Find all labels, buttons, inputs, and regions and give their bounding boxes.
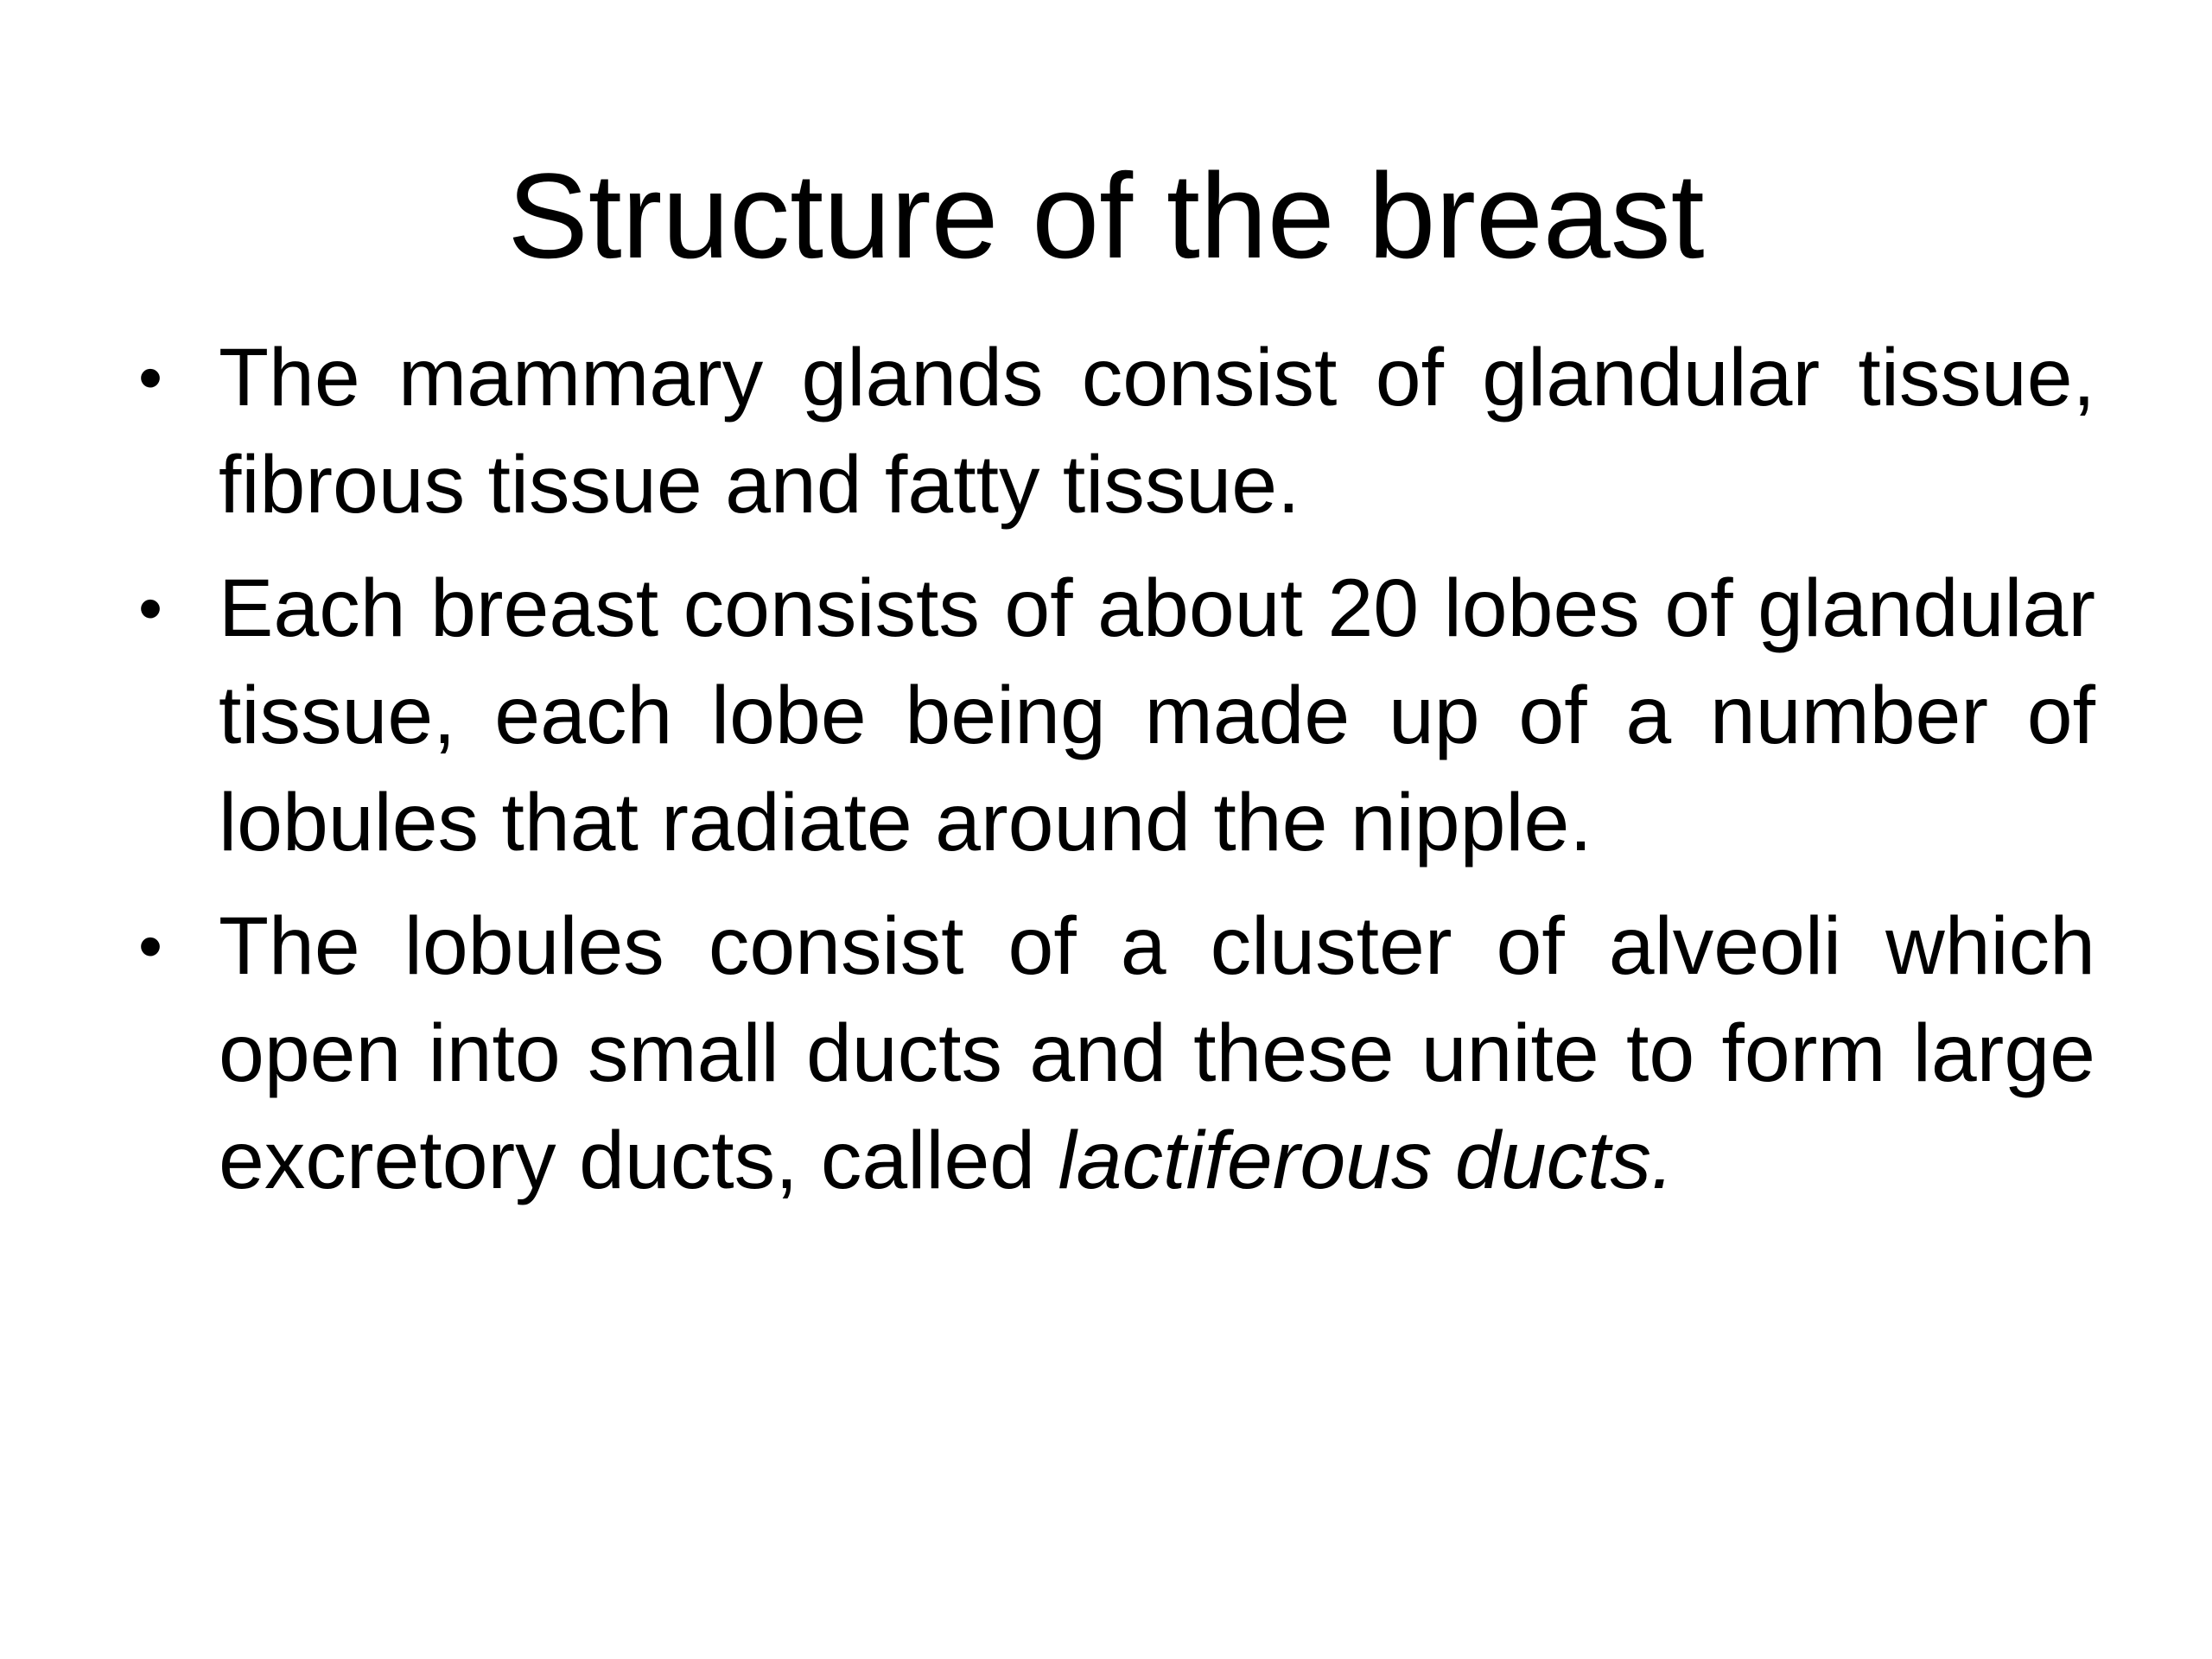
- bullet-text-with-emphasis: [219, 893, 2095, 1214]
- bullet-list: [130, 324, 2095, 1230]
- bullet-text: Each breast consists of about 20 lobes of glandular tissue, each lobe being made up of a number of lobules that radiate around the nipple.: [219, 563, 2095, 868]
- bullet-item-glands: [130, 324, 2095, 538]
- bullet-text: The lobules consist of a cluster of alveoli which open into small ducts and these unite to form large excretory ducts, called: [219, 900, 2095, 1206]
- emphasized-term: lactiferous ducts.: [1058, 1115, 1675, 1206]
- bullet-item-lobes: [130, 555, 2095, 876]
- slide-title: Structure of the breast: [507, 148, 1705, 283]
- bullet-dot-icon: •: [138, 339, 163, 416]
- bullet-dot-icon: •: [138, 569, 163, 646]
- bullet-text: The mammary glands consist of glandular tissue, fibrous tissue and fatty tissue.: [219, 332, 2095, 531]
- bullet-item-lobules: [130, 893, 2095, 1214]
- bullet-dot-icon: •: [138, 907, 163, 984]
